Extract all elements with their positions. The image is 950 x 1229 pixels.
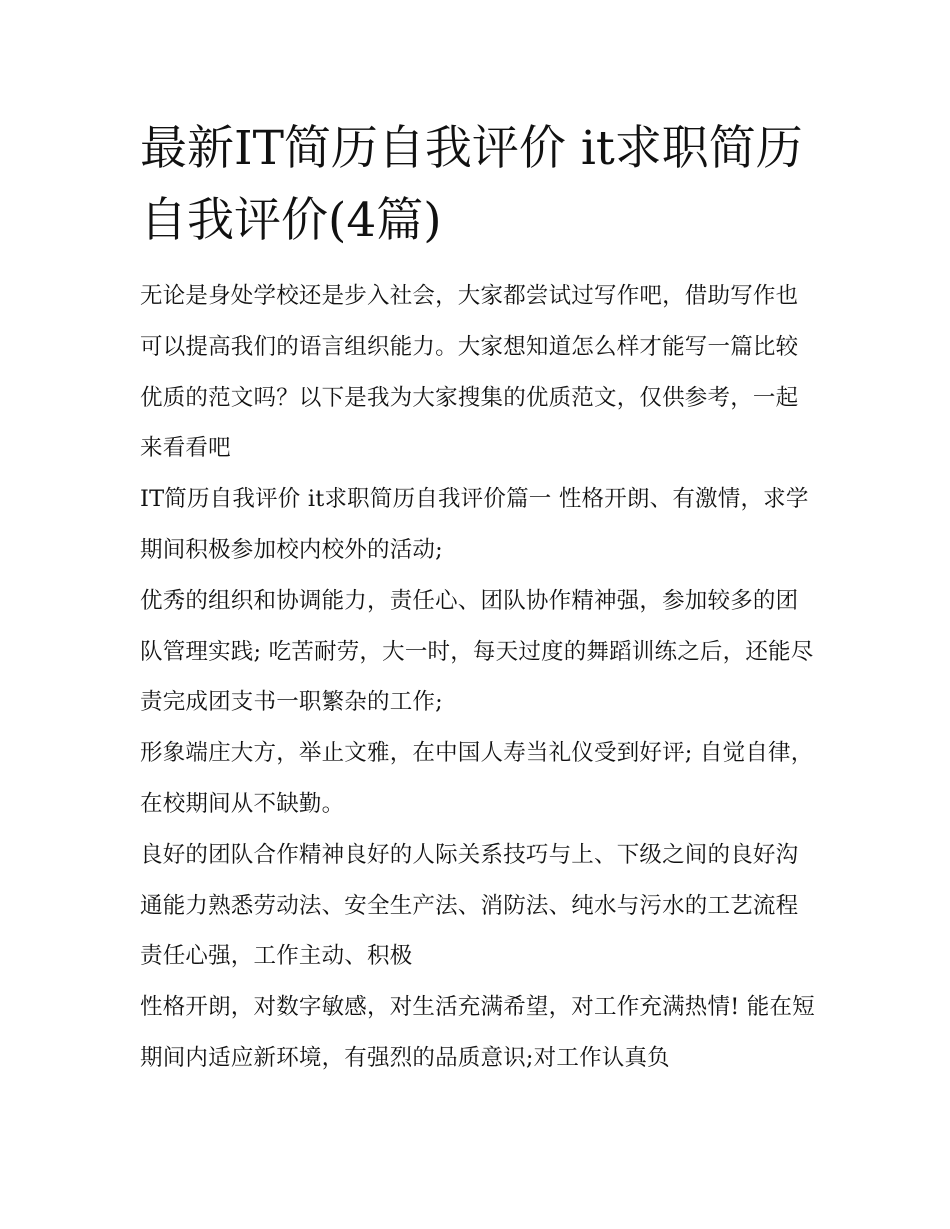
paragraph-3: 形象端庄大方，举止文雅，在中国人寿当礼仪受到好评; 自觉自律，在校期间从不缺勤。 <box>140 740 814 817</box>
document-title: 最新IT简历自我评价 it求职简历自我评价(4篇) <box>140 121 803 248</box>
paragraph-1: IT简历自我评价 it求职简历自我评价篇一 性格开朗、有激情，求学期间积极参加校内校外的活动; <box>140 486 809 563</box>
paragraph-5: 性格开朗，对数字敏感，对生活充满希望，对工作充满热情! 能在短期间内适应新环境，有强烈的品质意识;对工作认真负 <box>140 994 815 1071</box>
paragraph-4: 良好的团队合作精神良好的人际关系技巧与上、下级之间的良好沟通能力熟悉劳动法、安全生产法、消防法、纯水与污水的工艺流程责任心强，工作主动、积极 <box>140 841 799 970</box>
paragraph-2: 优秀的组织和协调能力，责任心、团队协作精神强，参加较多的团队管理实践; 吃苦耐劳，大一时，每天过度的舞蹈训练之后，还能尽责完成团支书一职繁杂的工作; <box>140 587 814 716</box>
paragraph-intro: 无论是身处学校还是步入社会，大家都尝试过写作吧，借助写作也可以提高我们的语言组织能力。大家想知道怎么样才能写一篇比较优质的范文吗？以下是我为大家搜集的优质范文，仅供参考，一起来看看吧 <box>140 283 799 462</box>
document-page <box>140 113 815 1084</box>
